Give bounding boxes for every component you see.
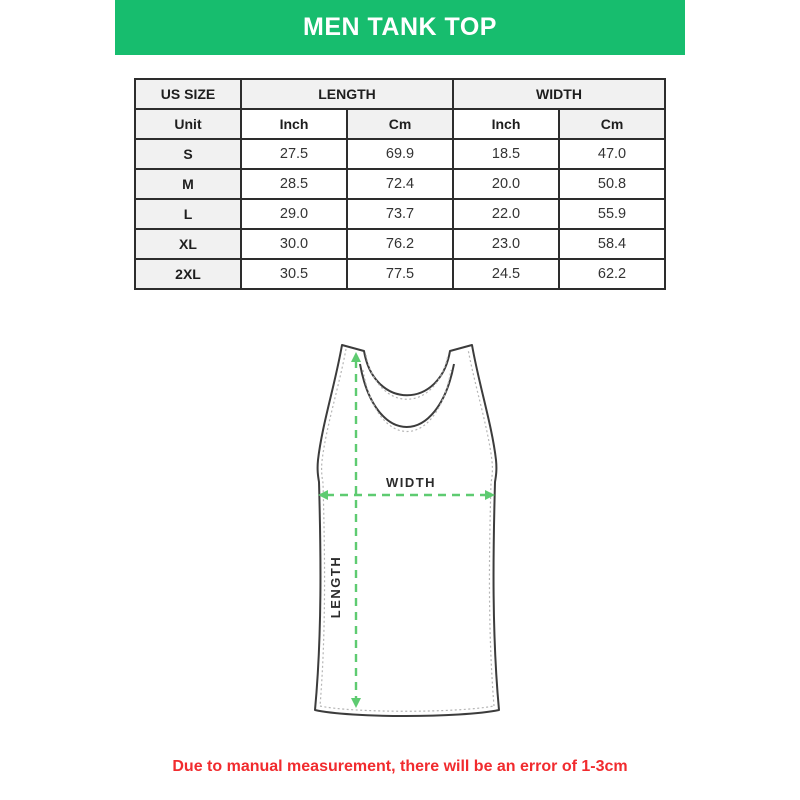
value-cell: 76.2 (347, 229, 453, 259)
size-cell: L (135, 199, 241, 229)
tank-top-diagram (280, 330, 530, 730)
header-length: LENGTH (241, 79, 453, 109)
value-cell: 30.0 (241, 229, 347, 259)
table-row (135, 259, 665, 289)
value-cell: 77.5 (347, 259, 453, 289)
size-cell: XL (135, 229, 241, 259)
value-cell: 23.0 (453, 229, 559, 259)
value-cell: 24.5 (453, 259, 559, 289)
value-cell: 20.0 (453, 169, 559, 199)
value-cell: 72.4 (347, 169, 453, 199)
width-label: WIDTH (385, 475, 437, 490)
table-row (135, 139, 665, 169)
table-unit-row (135, 109, 665, 139)
measurement-error-note: Due to manual measurement, there will be an error of 1-3cm (172, 758, 628, 775)
length-cm-header: Cm (347, 109, 453, 139)
size-cell: M (135, 169, 241, 199)
value-cell: 69.9 (347, 139, 453, 169)
value-cell: 18.5 (453, 139, 559, 169)
header-us-size: US SIZE (135, 79, 241, 109)
table-row (135, 229, 665, 259)
value-cell: 28.5 (241, 169, 347, 199)
tank-top-outline (315, 345, 499, 716)
value-cell: 30.5 (241, 259, 347, 289)
value-cell: 62.2 (559, 259, 665, 289)
value-cell: 73.7 (347, 199, 453, 229)
page-title: MEN TANK TOP (303, 13, 497, 41)
header-width: WIDTH (453, 79, 665, 109)
value-cell: 22.0 (453, 199, 559, 229)
width-cm-header: Cm (559, 109, 665, 139)
value-cell: 55.9 (559, 199, 665, 229)
size-cell: S (135, 139, 241, 169)
table-row (135, 169, 665, 199)
length-inch-header: Inch (241, 109, 347, 139)
title-banner (115, 0, 685, 55)
table-row (135, 199, 665, 229)
value-cell: 58.4 (559, 229, 665, 259)
width-inch-header: Inch (453, 109, 559, 139)
unit-label-cell: Unit (135, 109, 241, 139)
value-cell: 47.0 (559, 139, 665, 169)
value-cell: 29.0 (241, 199, 347, 229)
size-table (134, 78, 666, 290)
length-label: LENGTH (328, 555, 343, 619)
value-cell: 50.8 (559, 169, 665, 199)
value-cell: 27.5 (241, 139, 347, 169)
size-cell: 2XL (135, 259, 241, 289)
table-header-row (135, 79, 665, 109)
